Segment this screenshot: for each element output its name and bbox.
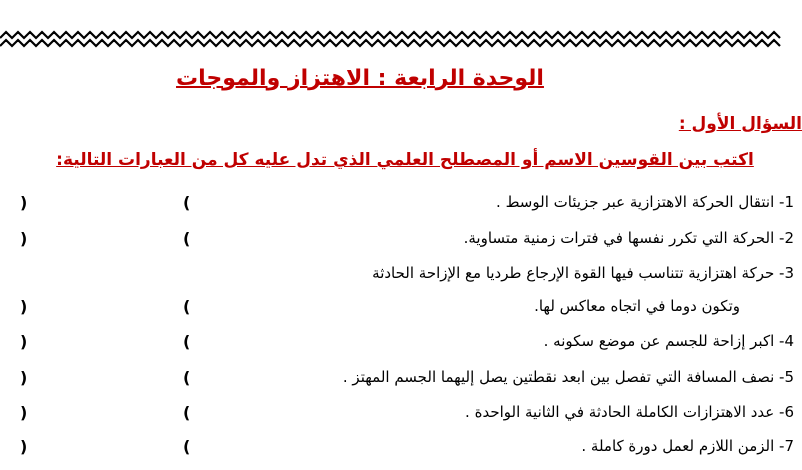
question-item-3: 3- حركة اهتزازية تتناسب فيها القوة الإرجاع طرديا مع الإزاحة الحادثة (372, 264, 794, 282)
answer-paren-open: ( (183, 297, 191, 316)
answer-paren-close: ) (20, 193, 28, 212)
answer-paren-close: ) (20, 368, 28, 387)
question-item-1: 1- انتقال الحركة الاهتزازية عبر جزيئات الوسط . (496, 193, 794, 211)
question-item-4: 4- اكبر إزاحة للجسم عن موضع سكونه . (543, 332, 794, 350)
answer-paren-open: ( (183, 437, 191, 456)
answer-paren-open: ( (183, 368, 191, 387)
decorative-border (0, 28, 780, 50)
answer-paren-close: ) (20, 332, 28, 351)
question-item-2: 2- الحركة التي تكرر نفسها في فترات زمنية متساوية. (463, 229, 794, 247)
answer-paren-open: ( (183, 403, 191, 422)
instruction-text: اكتب بين القوسين الاسم أو المصطلح العلمي الذي تدل عليه كل من العبارات التالية: (56, 150, 754, 170)
unit-title: الوحدة الرابعة : الاهتزاز والموجات (176, 66, 544, 91)
answer-paren-close: ) (20, 229, 28, 248)
answer-paren-close: ) (20, 403, 28, 422)
answer-paren-close: ) (20, 437, 28, 456)
question-item-6: 6- عدد الاهتزازات الكاملة الحادثة في الثانية الواحدة . (465, 403, 794, 421)
question-item-5: 5- نصف المسافة التي تفصل بين ابعد نقطتين يصل إليهما الجسم المهتز . (342, 368, 794, 386)
answer-paren-open: ( (183, 332, 191, 351)
answer-paren-open: ( (183, 229, 191, 248)
question-item-7: 7- الزمن اللازم لعمل دورة كاملة . (581, 437, 794, 455)
answer-paren-open: ( (183, 193, 191, 212)
question-title: السؤال الأول : (678, 114, 802, 134)
answer-paren-close: ) (20, 297, 28, 316)
question-item-3-continuation: وتكون دوما في اتجاه معاكس لها. (534, 297, 740, 315)
